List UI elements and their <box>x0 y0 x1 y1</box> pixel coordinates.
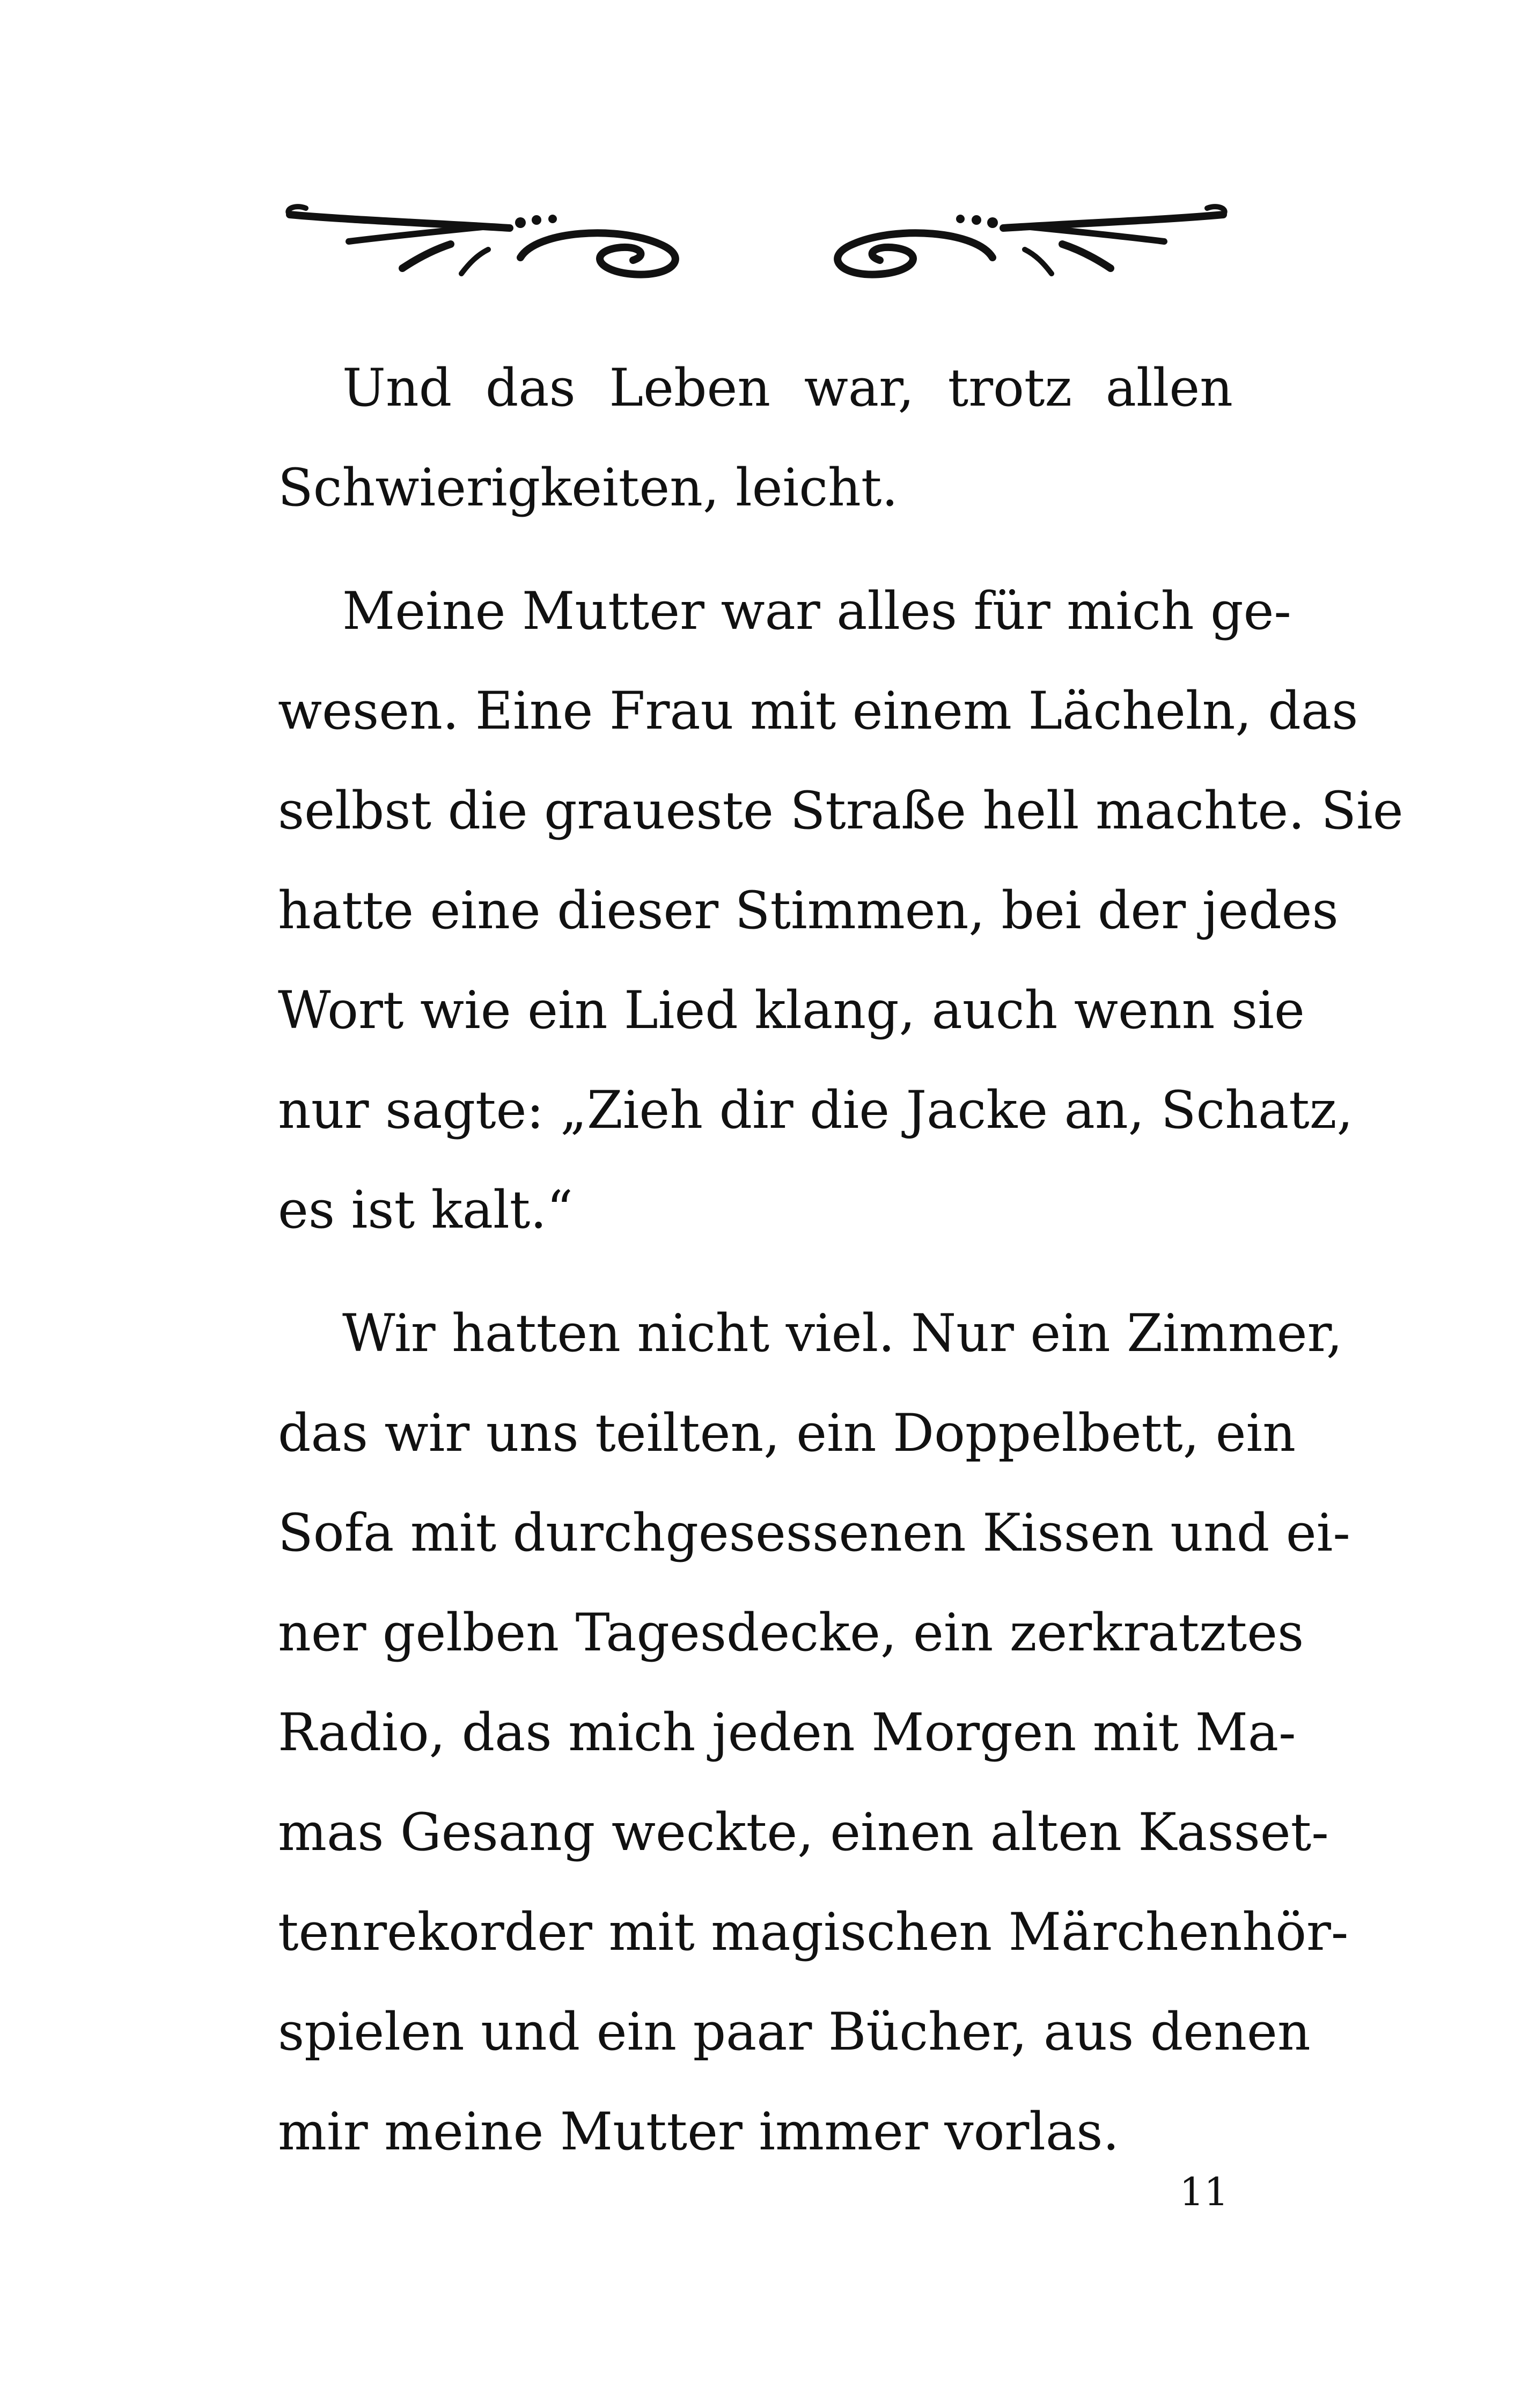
text-line: wesen. Eine Frau mit einem Lächeln, das <box>278 681 1358 741</box>
text-line: Meine Mutter war alles für mich ge- <box>342 581 1291 641</box>
text-line: Schwierigkeiten, leicht. <box>278 458 898 518</box>
decorative-swirl-divider-icon <box>284 199 1229 284</box>
paragraph-gap <box>278 538 1233 561</box>
text-line: ner gelben Tagesdecke, ein zerkratztes <box>278 1603 1304 1663</box>
text-line: Und das Leben war, trotz allen <box>342 358 1233 418</box>
text-line: es ist kalt.“ <box>278 1180 573 1240</box>
text-line: tenrekorder mit magischen Märchenhör- <box>278 1902 1349 1962</box>
text-line: Radio, das mich jeden Morgen mit Ma- <box>278 1702 1296 1763</box>
text-line: mas Gesang weckte, einen alten Kasset- <box>278 1802 1329 1862</box>
text-line: mir meine Mutter immer vorlas. <box>278 2102 1119 2162</box>
text-line: Wort wie ein Lied klang, auch wenn sie <box>278 980 1305 1040</box>
text-line: Sofa mit durchgesessenen Kissen und ei- <box>278 1503 1350 1563</box>
text-line: spielen und ein paar Bücher, aus denen <box>278 2002 1311 2062</box>
text-line: hatte eine dieser Stimmen, bei der jedes <box>278 880 1339 941</box>
text-line: nur sagte: „Zieh dir die Jacke an, Schatz, <box>278 1080 1353 1140</box>
body-text <box>278 338 1404 2182</box>
text-line: Wir hatten nicht viel. Nur ein Zimmer, <box>342 1303 1343 1363</box>
text-line: selbst die graueste Straße hell machte. Sie <box>278 781 1404 841</box>
page-number: 11 <box>1179 2169 1229 2214</box>
text-line: das wir uns teilten, ein Doppelbett, ein <box>278 1403 1296 1463</box>
paragraph-gap <box>278 1260 1233 1283</box>
